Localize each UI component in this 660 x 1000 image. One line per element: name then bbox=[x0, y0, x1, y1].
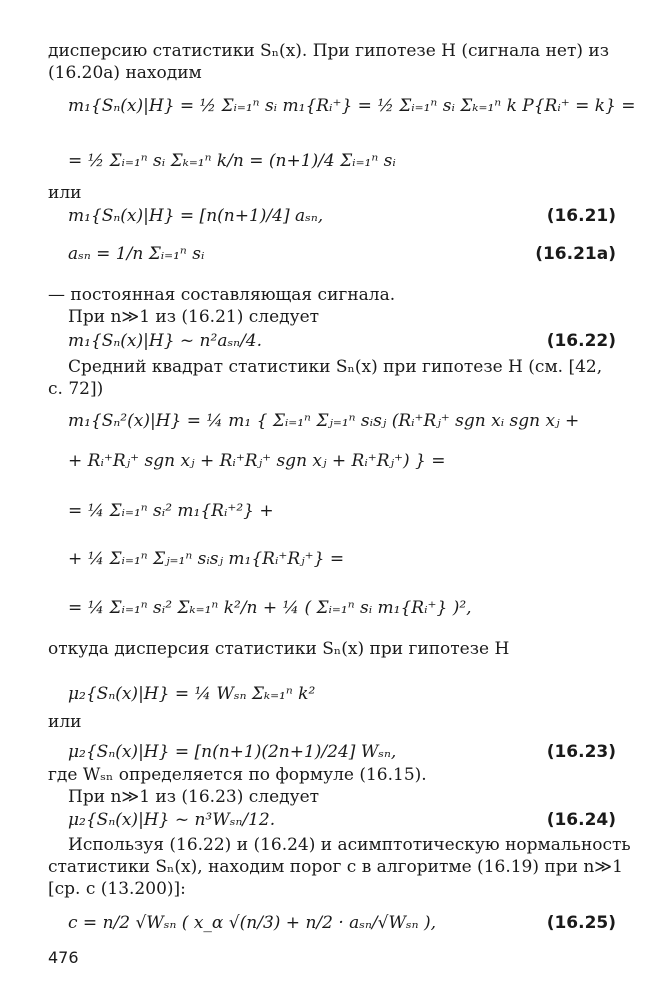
equation-number: (16.21) bbox=[546, 206, 616, 226]
text-line: Используя (16.22) и (16.24) и асимптотическую нормальность bbox=[68, 835, 631, 855]
formula-second-moment-cont: + ¼ Σᵢ₌₁ⁿ Σⱼ₌₁ⁿ sᵢsⱼ m₁{Rᵢ⁺Rⱼ⁺} = bbox=[68, 549, 345, 569]
page-number: 476 bbox=[48, 948, 79, 967]
equation-number: (16.22) bbox=[546, 331, 616, 351]
text-line: (16.20а) находим bbox=[48, 63, 202, 83]
formula-second-moment-cont: = ¼ Σᵢ₌₁ⁿ sᵢ² m₁{Rᵢ⁺²} + bbox=[68, 501, 274, 521]
formula-16-22: m₁{Sₙ(x)|H} ~ n²aₛₙ/4. bbox=[68, 331, 263, 351]
text-line: статистики Sₙ(x), находим порог c в алгоритме (16.19) при n≫1 bbox=[48, 857, 623, 877]
formula-second-moment: m₁{Sₙ²(x)|H} = ¼ m₁ { Σᵢ₌₁ⁿ Σⱼ₌₁ⁿ sᵢsⱼ (Rᵢ⁺Rⱼ⁺ sgn xᵢ sgn xⱼ + bbox=[68, 411, 580, 431]
formula-second-moment-cont: + Rᵢ⁺Rⱼ⁺ sgn xⱼ + Rᵢ⁺Rⱼ⁺ sgn xⱼ + Rᵢ⁺Rⱼ⁺) } = bbox=[68, 451, 446, 471]
text-line: При n≫1 из (16.23) следует bbox=[68, 787, 320, 807]
formula-expected-value: m₁{Sₙ(x)|H} = ½ Σᵢ₌₁ⁿ sᵢ m₁{Rᵢ⁺} = ½ Σᵢ₌₁ⁿ sᵢ Σₖ₌₁ⁿ k P{Rᵢ⁺ = k} = bbox=[68, 96, 636, 116]
formula-16-21: m₁{Sₙ(x)|H} = [n(n+1)/4] aₛₙ, bbox=[68, 206, 324, 226]
equation-number: (16.25) bbox=[546, 913, 616, 933]
text-line: Средний квадрат статистики Sₙ(x) при гипотезе H (см. [42, bbox=[68, 357, 603, 377]
formula-variance: μ₂{Sₙ(x)|H} = ¼ Wₛₙ Σₖ₌₁ⁿ k² bbox=[68, 684, 316, 704]
formula-expected-value-cont: = ½ Σᵢ₌₁ⁿ sᵢ Σₖ₌₁ⁿ k/n = (n+1)/4 Σᵢ₌₁ⁿ sᵢ bbox=[68, 151, 396, 171]
text-line: откуда дисперсия статистики Sₙ(x) при гипотезе H bbox=[48, 639, 510, 659]
formula-16-21a: aₛₙ = 1/n Σᵢ₌₁ⁿ sᵢ bbox=[68, 244, 205, 264]
text-line: или bbox=[48, 712, 82, 732]
text-line: — постоянная составляющая сигнала. bbox=[48, 285, 396, 305]
formula-16-25: c = n/2 √Wₛₙ ( x_α √(n/3) + n/2 · aₛₙ/√Wₛₙ ), bbox=[68, 913, 436, 933]
equation-number: (16.23) bbox=[546, 742, 616, 762]
text-line: где Wₛₙ определяется по формуле (16.15). bbox=[48, 765, 427, 785]
formula-16-24: μ₂{Sₙ(x)|H} ~ n³Wₛₙ/12. bbox=[68, 810, 276, 830]
text-line: с. 72]) bbox=[48, 379, 104, 399]
equation-number: (16.21а) bbox=[535, 244, 616, 264]
text-line: [ср. с (13.200)]: bbox=[48, 879, 186, 899]
text-line: дисперсию статистики Sₙ(x). При гипотезе H (сигнала нет) из bbox=[48, 41, 610, 61]
equation-number: (16.24) bbox=[546, 810, 616, 830]
formula-16-23: μ₂{Sₙ(x)|H} = [n(n+1)(2n+1)/24] Wₛₙ, bbox=[68, 742, 397, 762]
formula-second-moment-cont: = ¼ Σᵢ₌₁ⁿ sᵢ² Σₖ₌₁ⁿ k²/n + ¼ ( Σᵢ₌₁ⁿ sᵢ m₁{Rᵢ⁺} )², bbox=[68, 598, 472, 618]
text-line: При n≫1 из (16.21) следует bbox=[68, 307, 320, 327]
text-line: или bbox=[48, 183, 82, 203]
